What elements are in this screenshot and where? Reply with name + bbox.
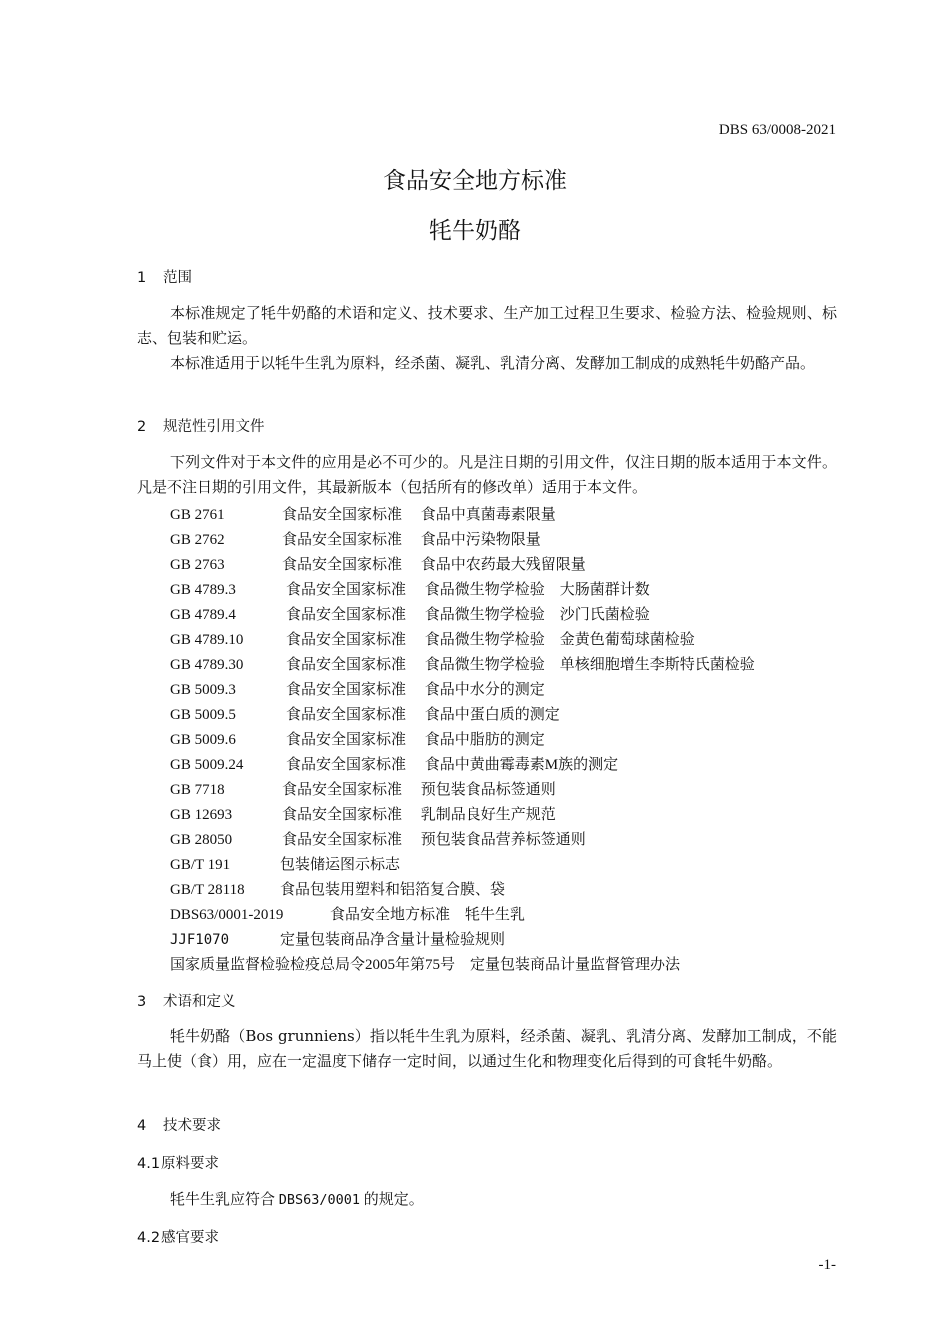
reference-item [170,878,505,899]
reference-item [170,603,650,624]
text-fragment: 牦牛生乳应符合 [170,1192,276,1208]
paragraph: 本标准适用于以牦牛生乳为原料，经杀菌、凝乳、乳清分离、发酵加工制成的成熟牦牛奶酪产品。 [170,354,816,372]
section-4-1-heading [137,1152,219,1173]
reference-code: GB 2763 [170,557,225,573]
section-2-heading [137,415,265,436]
reference-title: 定量包装商品净含量计量检验规则 [280,932,506,948]
reference-title: 食品安全国家标准 食品中农药最大残留限量 [282,557,586,573]
section-number: 4.2 [137,1230,161,1246]
text-fragment: 的规定。 [363,1192,424,1208]
reference-title: 食品安全国家标准 食品中蛋白质的测定 [286,707,560,723]
reference-code: GB 2762 [170,532,225,548]
standard-code: DBS 63/0008-2021 [718,122,836,138]
reference-title: 食品安全国家标准 食品微生物学检验 沙门氏菌检验 [286,607,650,623]
section-title: 感官要求 [161,1230,219,1246]
section-3-body [137,1024,837,1074]
reference-code: JJF1070 [170,932,230,948]
reference-item [170,503,556,524]
reference-item [170,953,680,974]
section-1-body [137,301,837,376]
reference-code: GB/T 191 [170,857,231,873]
reference-title: 食品安全国家标准 食品中黄曲霉毒素M族的测定 [286,757,619,773]
document-title: 食品安全地方标准 [383,168,567,194]
reference-title: 食品安全国家标准 预包装食品营养标签通则 [282,832,586,848]
reference-title: 食品安全国家标准 食品微生物学检验 金黄色葡萄球菌检验 [286,632,695,648]
reference-item [170,528,541,549]
reference-item [170,803,556,824]
reference-code: GB/T 28118 [170,882,245,898]
paragraph: 本标准规定了牦牛奶酪的术语和定义、技术要求、生产加工过程卫生要求、检验方法、检验规则、标志、包装和贮运。 [137,304,837,347]
reference-item [170,703,560,724]
section-4-heading [137,1114,221,1135]
reference-code: DBS63/0001-2019 [170,907,284,923]
reference-code: GB 4789.3 [170,582,236,598]
section-number: 4 [137,1118,147,1134]
section-title: 原料要求 [161,1156,219,1172]
reference-item [170,753,618,774]
document-subtitle: 牦牛奶酪 [429,218,521,244]
reference-item [170,653,755,674]
reference-title: 食品安全国家标准 乳制品良好生产规范 [282,807,556,823]
reference-title: 食品安全国家标准 预包装食品标签通则 [282,782,556,798]
section-2-intro [137,450,837,500]
reference-title: 食品安全地方标准 牦牛生乳 [330,907,526,923]
reference-item [170,928,505,949]
reference-code: GB 5009.5 [170,707,236,723]
section-3-heading [137,990,236,1011]
reference-title: 国家质量监督检验检疫总局令2005年第75号 定量包装商品计量监督管理办法 [170,957,681,973]
page-number: -1- [818,1257,836,1273]
reference-title: 食品安全国家标准 食品微生物学检验 大肠菌群计数 [286,582,650,598]
section-title: 范围 [163,270,192,286]
section-title: 术语和定义 [163,994,236,1010]
reference-title: 食品安全国家标准 食品中水分的测定 [286,682,545,698]
reference-item [170,728,545,749]
section-number: 1 [137,270,147,286]
section-number: 4.1 [137,1156,161,1172]
reference-title: 食品安全国家标准 食品中真菌毒素限量 [282,507,556,523]
reference-code: GB 7718 [170,782,225,798]
reference-code: GB 2761 [170,507,225,523]
reference-title: 包装储运图示标志 [280,857,401,873]
section-4-2-heading [137,1226,219,1247]
reference-item [170,853,400,874]
section-4-1-body [170,1188,424,1209]
reference-title: 食品安全国家标准 食品微生物学检验 单核细胞增生李斯特氏菌检验 [286,657,755,673]
paragraph: 牦牛奶酪（Bos grunniens）指以牦牛生乳为原料，经杀菌、凝乳、乳清分离、发酵加工制成，不能马上使（食）用，应在一定温度下储存一定时间，以通过生化和物理变化后得到的可食牦牛奶酪。 [137,1027,837,1070]
reference-code: GB 4789.4 [170,607,236,623]
reference-item [170,553,586,574]
reference-title: 食品安全国家标准 食品中污染物限量 [282,532,541,548]
reference-item [170,828,586,849]
section-number: 3 [137,994,147,1010]
reference-code: GB 5009.3 [170,682,236,698]
section-title: 规范性引用文件 [163,419,265,435]
reference-item [170,778,556,799]
section-number: 2 [137,419,147,435]
standard-reference: DBS63/0001 [278,1192,361,1208]
section-title: 技术要求 [163,1118,221,1134]
reference-code: GB 5009.6 [170,732,236,748]
reference-code: GB 5009.24 [170,757,244,773]
paragraph: 下列文件对于本文件的应用是必不可少的。凡是注日期的引用文件，仅注日期的版本适用于本文件。凡是不注日期的引用文件，其最新版本（包括所有的修改单）适用于本文件。 [137,453,837,496]
reference-title: 食品安全国家标准 食品中脂肪的测定 [286,732,545,748]
section-1-heading [137,266,192,287]
reference-item [170,628,695,649]
reference-item [170,678,545,699]
reference-code: GB 4789.10 [170,632,244,648]
reference-item [170,578,650,599]
reference-title: 食品包装用塑料和铝箔复合膜、袋 [280,882,506,898]
reference-code: GB 28050 [170,832,233,848]
reference-code: GB 12693 [170,807,233,823]
reference-code: GB 4789.30 [170,657,244,673]
reference-item [170,903,525,924]
